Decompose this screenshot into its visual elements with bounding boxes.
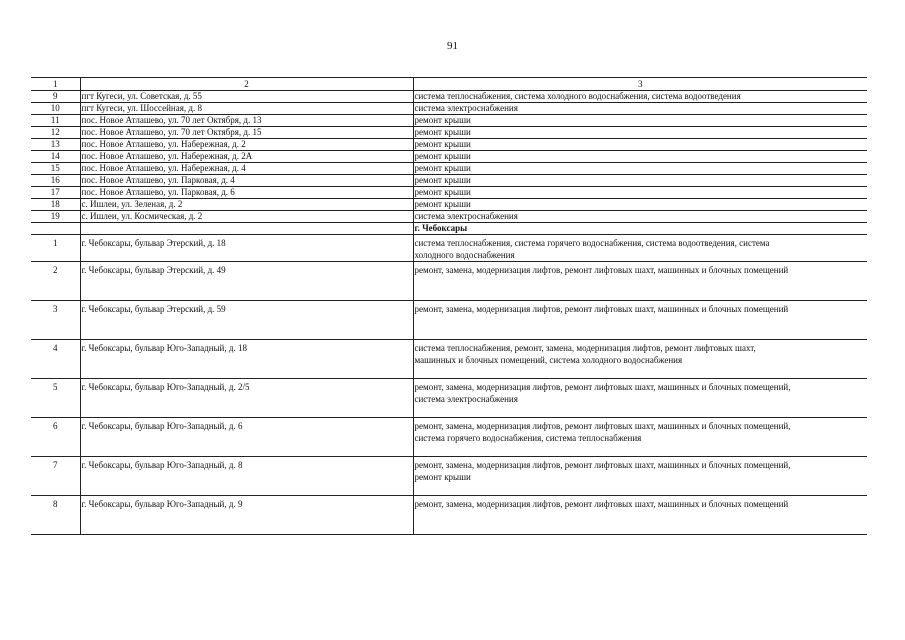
row-address: пгт Кугеси, ул. Советская, д. 55 xyxy=(80,91,413,103)
table-header-row xyxy=(31,78,867,91)
section-empty-num xyxy=(31,223,80,235)
table-row xyxy=(31,301,867,340)
row-works-line-1: ремонт, замена, модернизация лифтов, ремонт лифтовых шахт, машинных и блочных помещений xyxy=(414,265,789,275)
row-address: пос. Новое Атлашево, ул. Парковая, д. 4 xyxy=(80,175,413,187)
row-number: 8 xyxy=(31,496,80,535)
row-number: 3 xyxy=(31,301,80,340)
row-address: с. Ишлеи, ул. Зеленая, д. 2 xyxy=(80,199,413,211)
row-works-line-1: ремонт, замена, модернизация лифтов, ремонт лифтовых шахт, машинных и блочных помещений xyxy=(414,304,789,314)
row-number: 15 xyxy=(31,163,80,175)
row-address: г. Чебоксары, бульвар Этерский, д. 59 xyxy=(80,301,413,340)
row-works: ремонт крыши xyxy=(413,175,867,187)
row-number: 14 xyxy=(31,151,80,163)
row-works xyxy=(413,418,867,457)
row-address: г. Чебоксары, бульвар Юго-Западный, д. 6 xyxy=(80,418,413,457)
row-number: 13 xyxy=(31,139,80,151)
row-works-line-1: ремонт, замена, модернизация лифтов, ремонт лифтовых шахт, машинных и блочных помещений, xyxy=(414,460,791,470)
table-row xyxy=(31,115,867,127)
row-works-line-2: холодного водоснабжения xyxy=(414,250,515,260)
table-row xyxy=(31,418,867,457)
row-number: 11 xyxy=(31,115,80,127)
row-works: система электроснабжения xyxy=(413,211,867,223)
header-col-3: 3 xyxy=(413,78,867,91)
page-number: 91 xyxy=(447,40,458,52)
row-works: ремонт крыши xyxy=(413,151,867,163)
section-empty-address xyxy=(80,223,413,235)
row-number: 7 xyxy=(31,457,80,496)
row-address: г. Чебоксары, бульвар Этерский, д. 49 xyxy=(80,262,413,301)
row-works-line-2: система горячего водоснабжения, система теплоснабжения xyxy=(414,433,642,443)
table-row xyxy=(31,151,867,163)
row-works xyxy=(413,301,867,340)
table-row xyxy=(31,379,867,418)
table-row xyxy=(31,211,867,223)
row-works: ремонт крыши xyxy=(413,187,867,199)
header-col-2: 2 xyxy=(80,78,413,91)
table-row xyxy=(31,457,867,496)
table-row xyxy=(31,127,867,139)
row-works xyxy=(413,379,867,418)
row-number: 18 xyxy=(31,199,80,211)
row-works-line-1: ремонт, замена, модернизация лифтов, ремонт лифтовых шахт, машинных и блочных помещений xyxy=(414,499,789,509)
row-address: пос. Новое Атлашево, ул. Набережная, д. 2 xyxy=(80,139,413,151)
row-address: г. Чебоксары, бульвар Юго-Западный, д. 18 xyxy=(80,340,413,379)
table-row xyxy=(31,163,867,175)
row-works-line-1: ремонт, замена, модернизация лифтов, ремонт лифтовых шахт, машинных и блочных помещений, xyxy=(414,382,791,392)
table-row xyxy=(31,199,867,211)
table-row xyxy=(31,91,867,103)
row-works: ремонт крыши xyxy=(413,139,867,151)
row-works xyxy=(413,496,867,535)
row-number: 2 xyxy=(31,262,80,301)
table-row xyxy=(31,139,867,151)
row-works xyxy=(413,457,867,496)
row-works-line-2: машинных и блочных помещений, система холодного водоснабжения xyxy=(414,355,683,365)
row-works-line-2: система электроснабжения xyxy=(414,394,518,404)
row-address: пос. Новое Атлашево, ул. Набережная, д. 2А xyxy=(80,151,413,163)
row-works-line-1: система теплоснабжения, ремонт, замена, модернизация лифтов, ремонт лифтовых шахт, xyxy=(414,343,756,353)
row-works: ремонт крыши xyxy=(413,163,867,175)
row-number: 1 xyxy=(31,235,80,262)
row-number: 9 xyxy=(31,91,80,103)
table-row xyxy=(31,262,867,301)
row-number: 4 xyxy=(31,340,80,379)
row-works: система электроснабжения xyxy=(413,103,867,115)
row-number: 17 xyxy=(31,187,80,199)
row-works: ремонт крыши xyxy=(413,127,867,139)
row-number: 12 xyxy=(31,127,80,139)
row-address: г. Чебоксары, бульвар Юго-Западный, д. 9 xyxy=(80,496,413,535)
table-row xyxy=(31,340,867,379)
works-table xyxy=(31,77,867,535)
row-number: 6 xyxy=(31,418,80,457)
table-row xyxy=(31,175,867,187)
table-row xyxy=(31,103,867,115)
row-address: пгт Кугеси, ул. Шоссейная, д. 8 xyxy=(80,103,413,115)
row-works: ремонт крыши xyxy=(413,115,867,127)
row-address: г. Чебоксары, бульвар Этерский, д. 18 xyxy=(80,235,413,262)
row-address: с. Ишлеи, ул. Космическая, д. 2 xyxy=(80,211,413,223)
table-row xyxy=(31,235,867,262)
row-address: г. Чебоксары, бульвар Юго-Западный, д. 8 xyxy=(80,457,413,496)
row-works-line-2: ремонт крыши xyxy=(414,472,471,482)
row-works-line-1: система теплоснабжения, система горячего водоснабжения, система водоотведения, система xyxy=(414,238,770,248)
row-address: пос. Новое Атлашево, ул. 70 лет Октября, д. 15 xyxy=(80,127,413,139)
row-works xyxy=(413,235,867,262)
table-row xyxy=(31,496,867,535)
row-number: 5 xyxy=(31,379,80,418)
row-works: система теплоснабжения, система холодного водоснабжения, система водоотведения xyxy=(413,91,867,103)
row-works-line-1: ремонт, замена, модернизация лифтов, ремонт лифтовых шахт, машинных и блочных помещений, xyxy=(414,421,791,431)
row-address: пос. Новое Атлашево, ул. Набережная, д. 4 xyxy=(80,163,413,175)
row-number: 16 xyxy=(31,175,80,187)
row-works: ремонт крыши xyxy=(413,199,867,211)
section-row xyxy=(31,223,867,235)
row-address: пос. Новое Атлашево, ул. 70 лет Октября, д. 13 xyxy=(80,115,413,127)
row-address: пос. Новое Атлашево, ул. Парковая, д. 6 xyxy=(80,187,413,199)
row-number: 19 xyxy=(31,211,80,223)
row-address: г. Чебоксары, бульвар Юго-Западный, д. 2/5 xyxy=(80,379,413,418)
row-works xyxy=(413,262,867,301)
table-row xyxy=(31,187,867,199)
row-number: 10 xyxy=(31,103,80,115)
section-title: г. Чебоксары xyxy=(413,223,867,235)
row-works xyxy=(413,340,867,379)
header-col-1: 1 xyxy=(31,78,80,91)
